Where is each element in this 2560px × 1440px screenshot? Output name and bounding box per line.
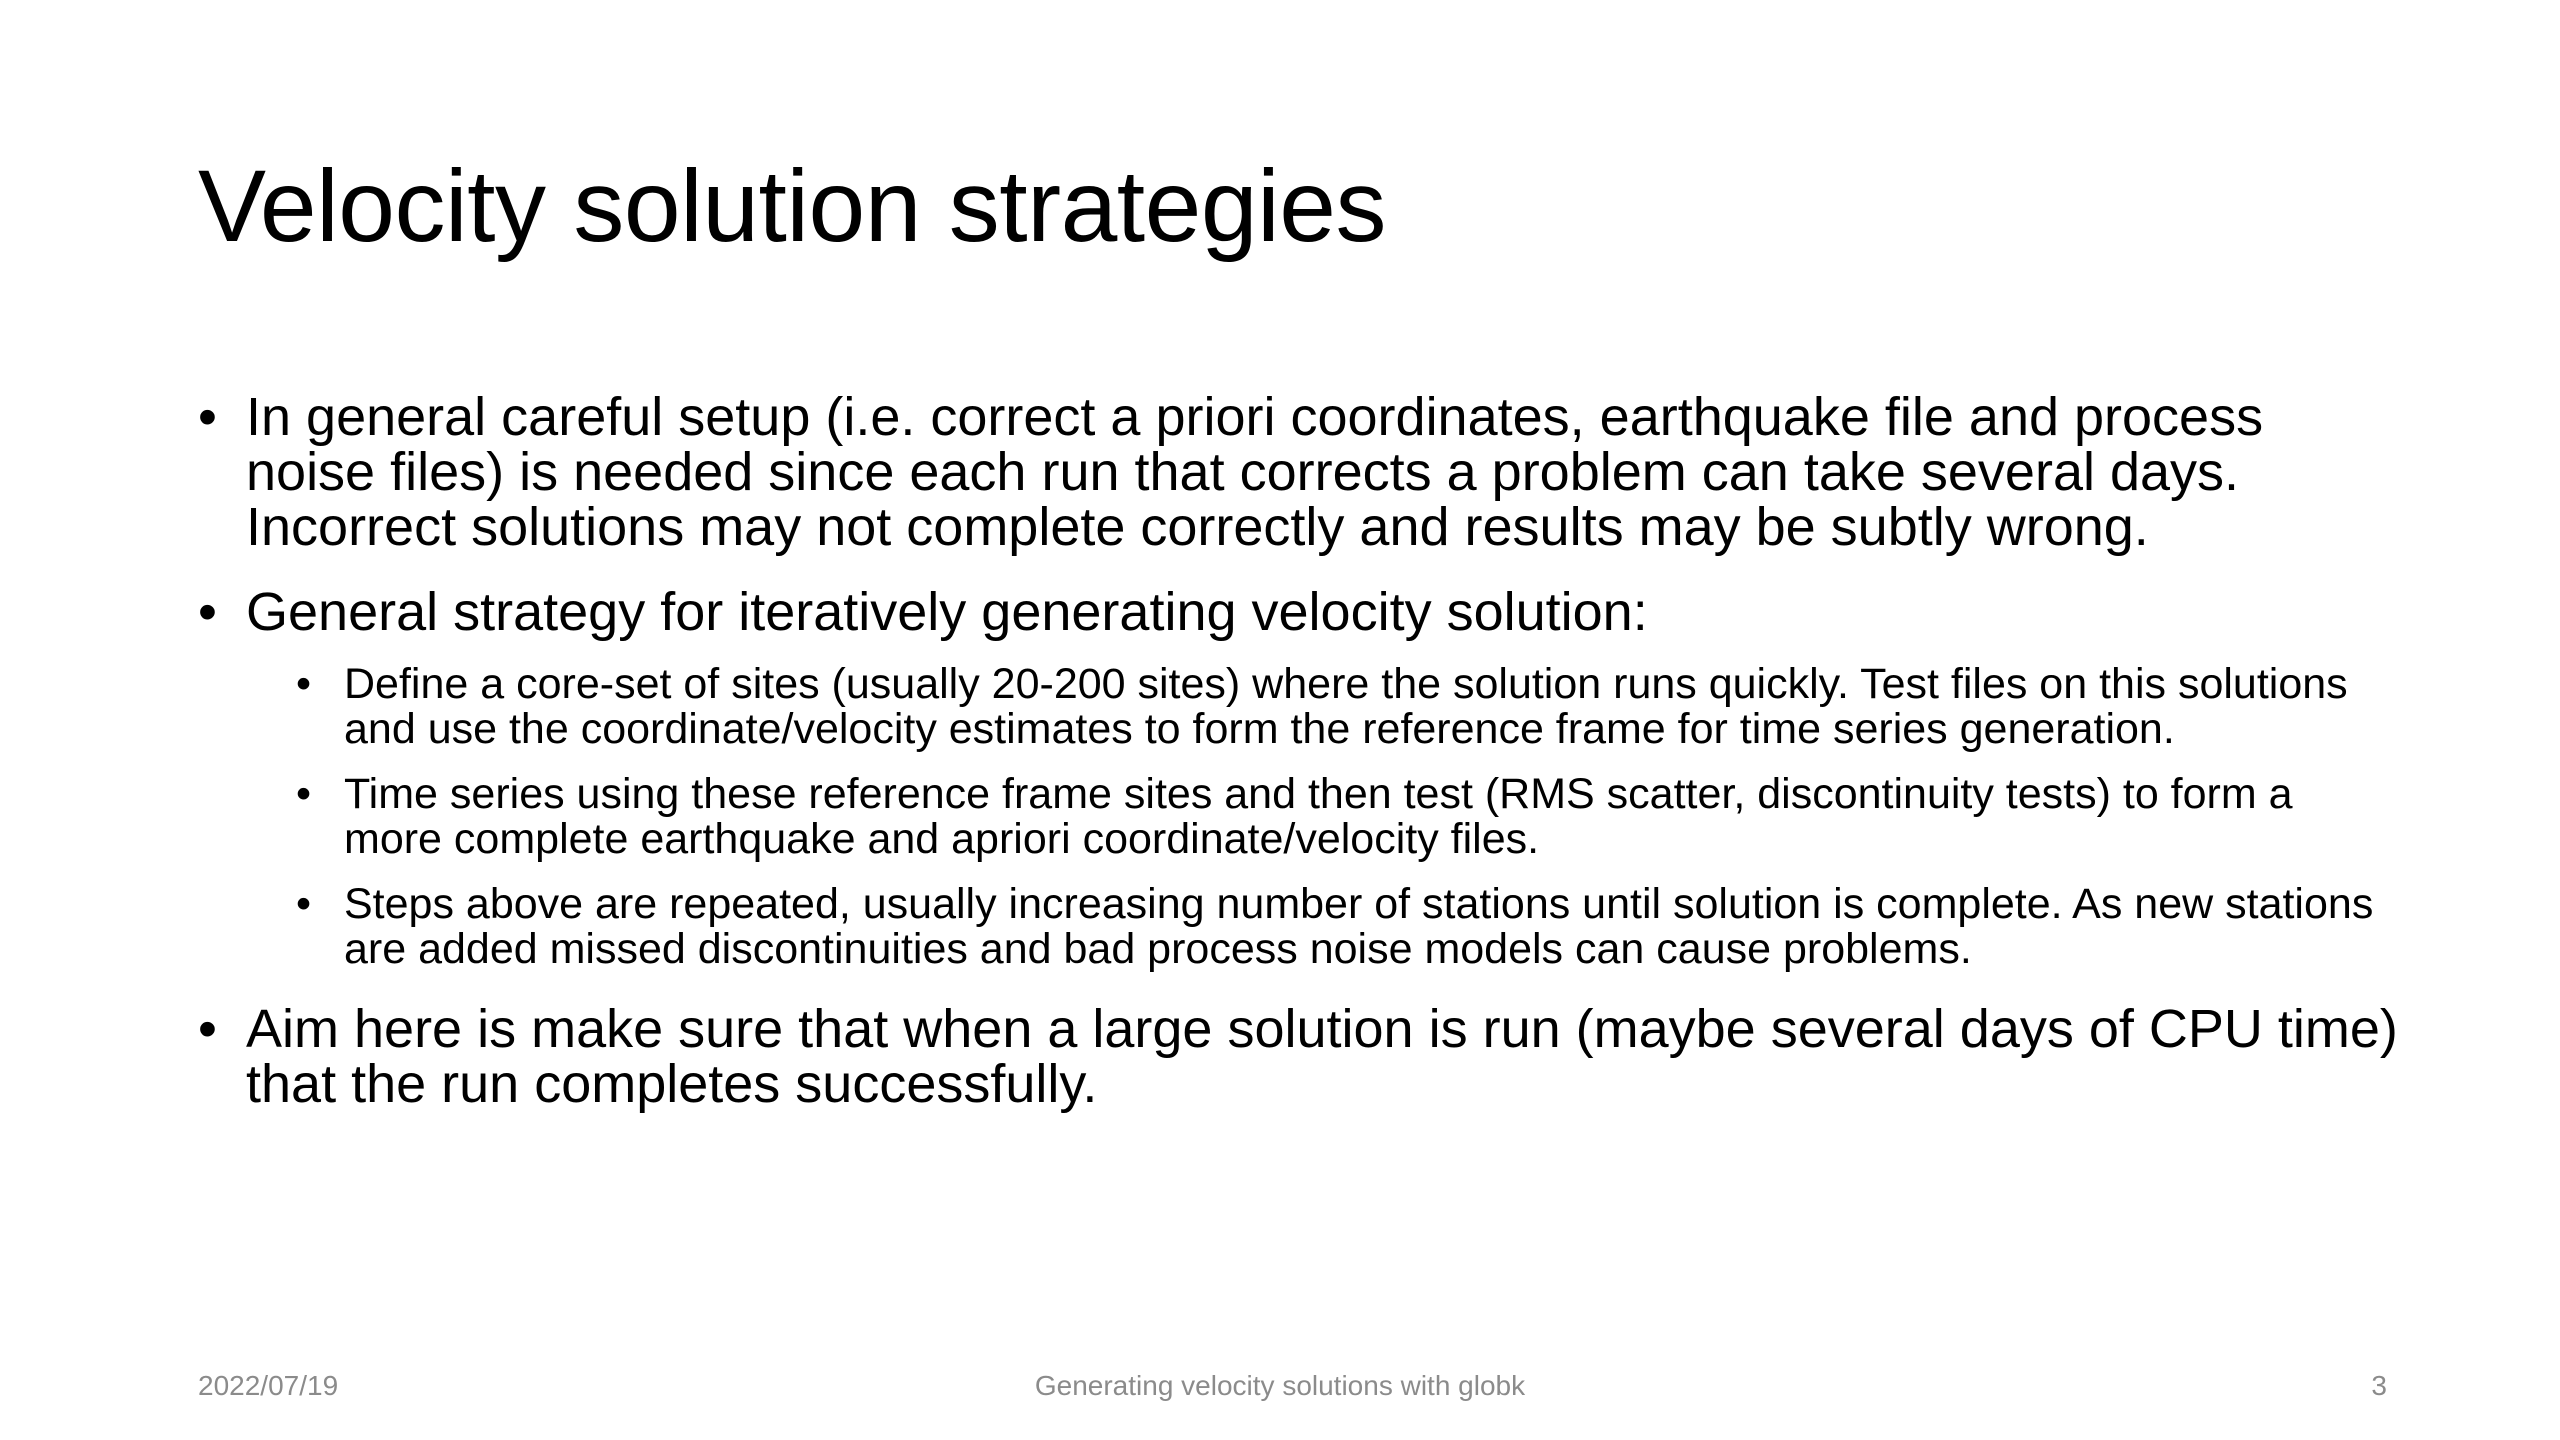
bullet-item <box>198 387 2398 557</box>
sub-bullet-text: Define a core-set of sites (usually 20-200 sites) where the solution runs quickly. Test files on this solutions and use the coordinate/velocity estimates to form the reference frame for time series generation. <box>344 660 2348 753</box>
bullet-text: Aim here is make sure that when a large solution is run (maybe several days of CPU time) that the run completes successfully. <box>246 999 2398 1114</box>
bullet-list <box>198 387 2398 1114</box>
sub-bullet-list <box>296 662 2398 972</box>
sub-bullet-text: Steps above are repeated, usually increasing number of stations until solution is complete. As new stations are added missed discontinuities and bad process noise models can cause problems. <box>344 880 2374 973</box>
slide-body <box>198 387 2398 1142</box>
page-number: 3 <box>2371 1370 2387 1401</box>
sub-bullet-text: Time series using these reference frame sites and then test (RMS scatter, discontinuity tests) to form a more complete earthquake and apriori coordinate/velocity files. <box>344 770 2293 863</box>
bullet-item <box>198 999 2398 1114</box>
bullet-item <box>198 582 2398 973</box>
sub-bullet-item <box>296 662 2398 752</box>
bullet-text: In general careful setup (i.e. correct a priori coordinates, earthquake file and process noise files) is needed since each run that corrects a problem can take several days. Incorrect solutions may not complete correctly and results may be subtly wrong. <box>246 387 2264 557</box>
sub-bullet-item <box>296 882 2398 972</box>
footer-title: Generating velocity solutions with globk <box>1034 1370 1526 1401</box>
sub-bullet-item <box>296 772 2398 862</box>
footer-date: 2022/07/19 <box>198 1370 339 1401</box>
bullet-text: General strategy for iteratively generating velocity solution: <box>246 582 1648 642</box>
slide-title: Velocity solution strategies <box>198 149 1386 263</box>
